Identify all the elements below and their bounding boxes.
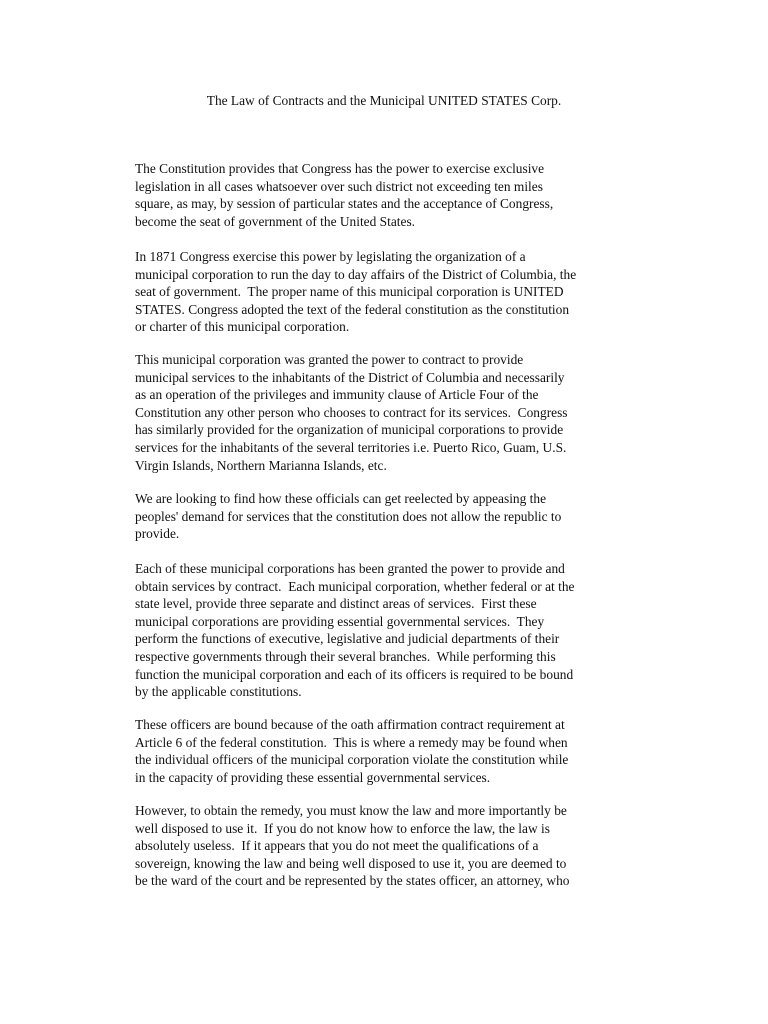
text-line: respective governments through their several branches. While performing this (135, 648, 556, 664)
text-line: or charter of this municipal corporation. (135, 319, 350, 335)
text-line: be the ward of the court and be represented by the states officer, an attorney, who (135, 873, 570, 889)
paragraph-officers-bound (135, 716, 635, 786)
text-line: STATES. Congress adopted the text of the federal constitution as the constitution (135, 301, 570, 317)
paragraph-1871-organization (135, 248, 635, 336)
text-line: sovereign, knowing the law and being well disposed to use it, you are deemed to (135, 855, 567, 871)
text-line: However, to obtain the remedy, you must know the law and more importantly be (135, 803, 567, 818)
text-line: municipal corporations are providing essential governmental services. They (135, 613, 545, 629)
paragraph-obtain-remedy (135, 802, 635, 890)
text-line: These officers are bound because of the oath affirmation contract requirement at (135, 717, 565, 732)
text-line: Each of these municipal corporations has been granted the power to provide and (135, 561, 565, 576)
paragraph-congress-power (135, 160, 635, 230)
text-line: become the seat of government of the United States. (135, 213, 416, 229)
text-line: seat of government. The proper name of this municipal corporation is UNITED (135, 284, 564, 300)
paragraph-contract-power (135, 351, 635, 474)
text-line: has similarly provided for the organization of municipal corporations to provide (135, 422, 564, 438)
text-line: municipal corporation to run the day to day affairs of the District of Columbia, the (135, 266, 577, 282)
text-line: This municipal corporation was granted the power to contract to provide (135, 352, 524, 367)
text-line: services for the inhabitants of the several territories i.e. Puerto Rico, Guam, U.S. (135, 439, 567, 455)
text-line: state level, provide three separate and distinct areas of services. First these (135, 596, 537, 612)
text-line: obtain services by contract. Each municipal corporation, whether federal or at the (135, 578, 575, 594)
text-line: We are looking to find how these officials can get reelected by appeasing the (135, 491, 547, 506)
paragraph-reelection (135, 490, 635, 543)
paragraph-services-by-contract (135, 560, 635, 701)
text-line: absolutely useless. If it appears that you do not meet the qualifications of a (135, 838, 539, 854)
text-line: legislation in all cases whatsoever over such district not exceeding ten miles (135, 178, 543, 194)
document-title: The Law of Contracts and the Municipal UNITED STATES Corp. (206, 93, 562, 108)
text-line: In 1871 Congress exercise this power by legislating the organization of a (135, 249, 526, 264)
text-line: in the capacity of providing these essential governmental services. (135, 769, 491, 785)
text-line: as an operation of the privileges and immunity clause of Article Four of the (135, 387, 539, 403)
text-line: The Constitution provides that Congress has the power to exercise exclusive (135, 161, 545, 176)
text-line: Article 6 of the federal constitution. This is where a remedy may be found when (135, 734, 568, 750)
text-line: well disposed to use it. If you do not know how to enforce the law, the law is (135, 820, 550, 836)
text-line: square, as may, by session of particular states and the acceptance of Congress, (135, 196, 554, 212)
text-line: Virgin Islands, Northern Marianna Islands, etc. (135, 457, 387, 473)
text-line: function the municipal corporation and each of its officers is required to be bound (135, 666, 574, 682)
text-line: perform the functions of executive, legislative and judicial departments of their (135, 631, 560, 647)
text-line: Constitution any other person who chooses to contract for its services. Congress (135, 404, 568, 420)
text-line: provide. (135, 526, 180, 542)
text-line: the individual officers of the municipal corporation violate the constitution while (135, 752, 569, 768)
text-line: peoples' demand for services that the constitution does not allow the republic to (135, 508, 562, 524)
text-line: municipal services to the inhabitants of the District of Columbia and necessarily (135, 369, 565, 385)
text-line: by the applicable constitutions. (135, 684, 302, 700)
